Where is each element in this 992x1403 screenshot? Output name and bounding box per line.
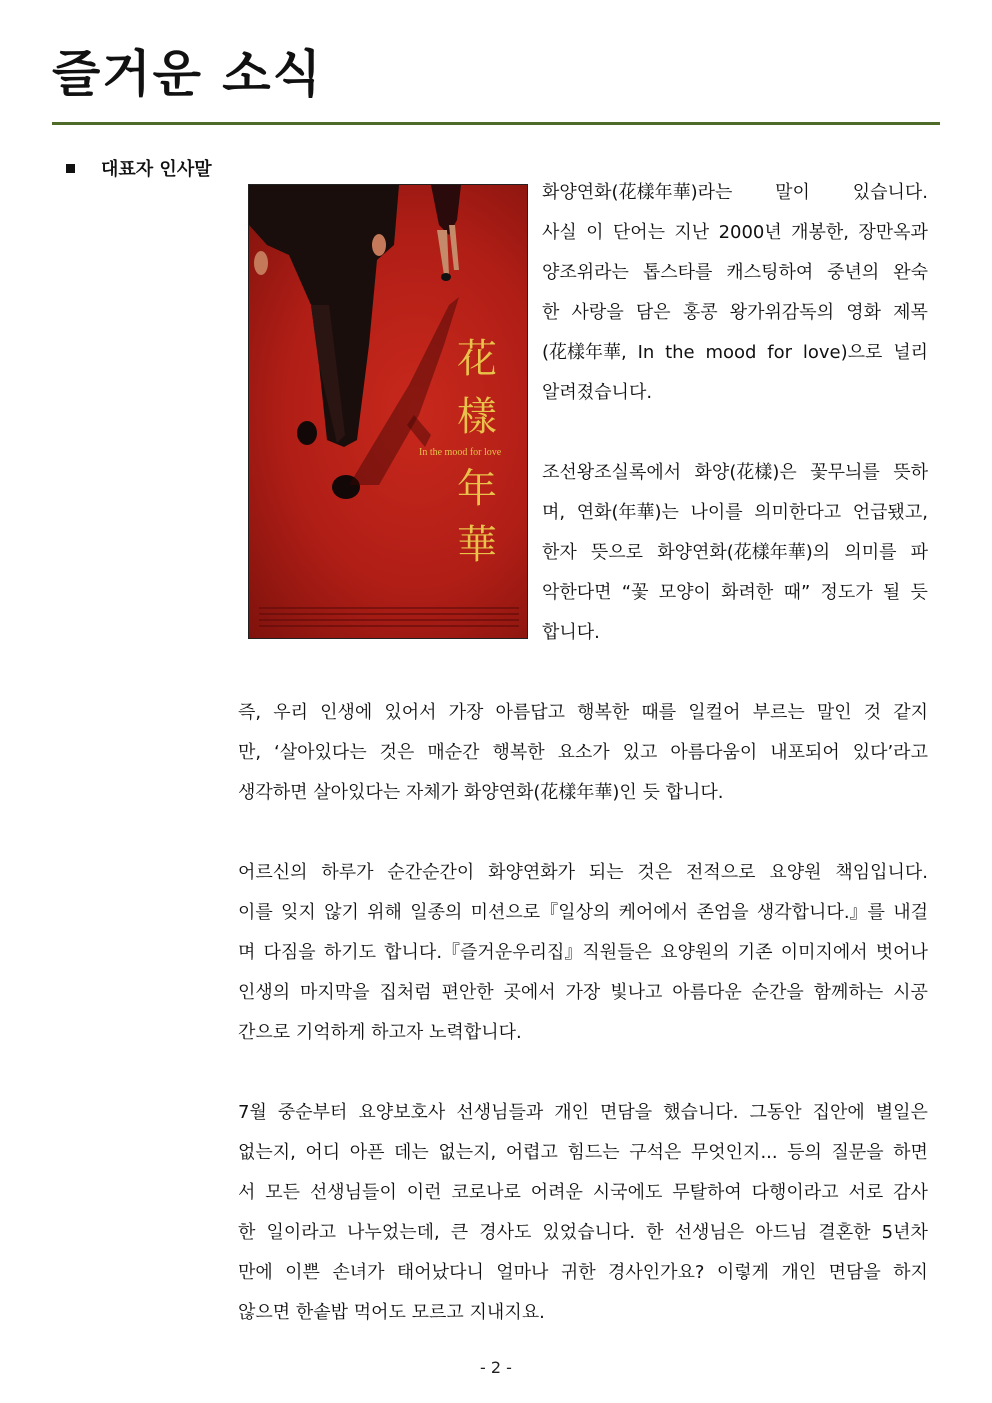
text-line: 간으로 기억하게 하고자 노력합니다. [238, 1022, 522, 1043]
square-bullet-icon [66, 164, 75, 173]
text-line: 합니다. [542, 622, 600, 643]
title-divider [52, 122, 940, 125]
text-line: 않으면 한솥밥 먹어도 모르고 지내지요. [238, 1302, 545, 1323]
poster-hanja-4: 華 [457, 522, 497, 568]
poster-hanja-1: 花 [457, 336, 497, 382]
paragraph-1 [542, 173, 928, 413]
poster-hanja-3: 年 [457, 466, 497, 512]
paragraph-2 [542, 453, 928, 653]
text-line: 7월 중순부터 요양보호사 선생님들과 개인 면담을 했습니다. 그동안 집안에 별일은 [238, 1102, 928, 1123]
section-heading [66, 158, 212, 182]
text-line: 사실 이 단어는 지난 2000년 개봉한, 장만옥과 [542, 222, 928, 243]
text-line: 인생의 마지막을 집처럼 편안한 곳에서 가장 빛나고 아름다운 순간을 함께하는 시공 [238, 982, 928, 1003]
text-line: 한자 뜻으로 화양연화(花樣年華)의 의미를 파 [542, 542, 928, 563]
text-line: 조선왕조실록에서 화양(花樣)은 꽃무늬를 뜻하 [542, 462, 928, 483]
text-line: 즉, 우리 인생에 있어서 가장 아름답고 행복한 때를 일컬어 부르는 말인 것 같지 [238, 702, 928, 723]
text-line: 만, ‘살아있다는 것은 매순간 행복한 요소가 있고 아름다움이 내포되어 있다’라고 [238, 742, 928, 763]
text-line: 알려졌습니다. [542, 382, 653, 403]
text-line: 며, 연화(年華)는 나이를 의미한다고 언급됐고, [542, 502, 928, 523]
text-line: 생각하면 살아있다는 자체가 화양연화(花樣年華)인 듯 합니다. [238, 782, 724, 803]
text-line: 한 일이라고 나누었는데, 큰 경사도 있었습니다. 한 선생님은 아드님 결혼한 5년차 [238, 1222, 928, 1243]
text-line: 없는지, 어디 아픈 데는 없는지, 어렵고 힘드는 구석은 무엇인지... 등의 질문을 하면 [238, 1142, 928, 1163]
poster-tagline: In the mood for love [419, 447, 502, 458]
text-line: 화양연화(花樣年華)라는 말이 있습니다. [542, 182, 928, 203]
poster-hanja-2: 樣 [457, 394, 497, 440]
paragraph-5 [238, 1093, 928, 1333]
paragraph-4 [238, 853, 928, 1053]
text-line: 서 모든 선생님들이 이런 코로나로 어려운 시국에도 무탈하여 다행이라고 서로 감사 [238, 1182, 928, 1203]
page-title: 즐거운 소식 [52, 45, 323, 103]
text-line: 이를 잊지 않기 위해 일종의 미션으로『일상의 케어에서 존엄을 생각합니다.』를 내걸 [238, 902, 928, 923]
poster-credits [259, 603, 519, 631]
page-number: - 2 - [480, 1358, 512, 1377]
section-heading-label: 대표자 인사말 [101, 159, 212, 180]
text-line: 며 다짐을 하기도 합니다.『즐거운우리집』직원들은 요양원의 기존 이미지에서 벗어나 [238, 942, 928, 963]
text-line: 만에 이쁜 손녀가 태어났다니 얼마나 귀한 경사인가요? 이렇게 개인 면담을 하지 [238, 1262, 928, 1283]
text-line: 악한다면 “꽃 모양이 화려한 때” 정도가 될 듯 [542, 582, 928, 603]
text-line: 양조위라는 톱스타를 캐스팅하여 중년의 완숙 [542, 262, 928, 283]
text-line: (花樣年華, In the mood for love)으로 널리 [542, 342, 928, 363]
movie-poster-image [248, 184, 528, 639]
text-line: 어르신의 하루가 순간순간이 화양연화가 되는 것은 전적으로 요양원 책임입니다. [238, 862, 928, 883]
paragraph-3 [238, 693, 928, 813]
text-line: 한 사랑을 담은 홍콩 왕가위감독의 영화 제목 [542, 302, 928, 323]
